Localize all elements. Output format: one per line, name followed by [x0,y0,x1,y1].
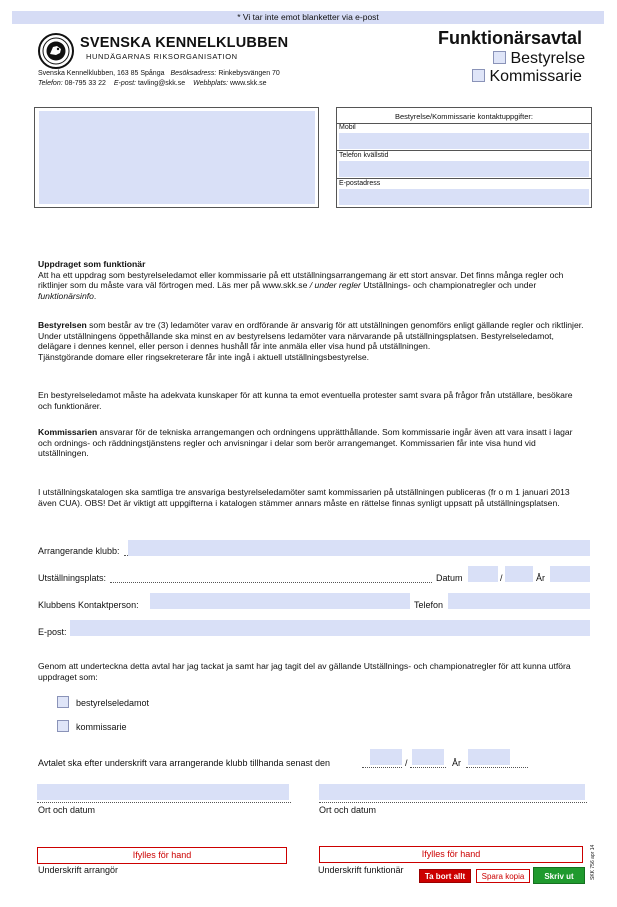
bestyrelse-checkbox[interactable] [493,51,506,64]
official-signature-box[interactable] [319,846,583,863]
commissioner-checkbox[interactable] [57,720,69,732]
venue-label: Utställningsplats: [38,573,107,583]
bestyrelse-label: Bestyrelse [510,50,586,67]
board-member-checkbox[interactable] [57,696,69,708]
deadline-dots-2 [410,767,446,768]
year-field[interactable] [550,566,590,582]
organizer-signature-label: Underskrift arrangör [38,865,119,875]
board-note: Tjänstgörande domare eller ringsekreterare får inte ingå i aktuell utställningsbestyrelse. [38,351,370,362]
contact-email-field[interactable] [339,189,589,205]
assignment-text: Att ha ett uppdrag som bestyrelseledamot eller kommissarie på ett utställningsarrangemang är ett stort ansvar. Det finns många regler och riktlinjer som du måste vara väl förtrogen med. Läs mer på www.skk.se [38,269,564,291]
date-month-field[interactable] [505,566,533,582]
phone-field[interactable] [448,593,590,609]
agreement-text: Genom att underteckna detta avtal har jag tackat ja samt har jag tagit del av gällande Utställnings- och championatregler för att kunna utföra uppdraget som: [38,661,571,682]
phone-value: 08-795 33 22 [64,80,106,87]
evening-phone-label: Telefon kvällstid [339,152,389,159]
org-subtitle: HUNDÄGARNAS RIKSORGANISATION [86,52,238,61]
paragraph-assignment [38,259,586,301]
top-banner [12,11,604,24]
commissioner-label: kommissarie [76,722,127,732]
organizer-place-date-label: Ort och datum [38,805,96,815]
official-place-date-line [319,802,587,803]
address-field[interactable] [39,111,315,204]
official-place-date-field[interactable] [319,784,585,800]
deadline-year-label: År [452,758,461,768]
kommissarie-label: Kommissarie [489,68,582,85]
assignment-text-b: / under regler [307,280,361,291]
phone-label: Telefon: [38,80,63,87]
web-label: Webbplats: [193,80,228,87]
deadline-label: Avtalet ska efter underskrift vara arrangerande klubb tillhanda senast den [38,758,331,768]
visit-label: Besöksadress: [170,70,217,77]
kommissarie-checkbox[interactable] [472,69,485,82]
evening-phone-field[interactable] [339,161,589,177]
organizer-hand-fill-text: Ifylles för hand [132,850,192,860]
type-option-bestyrelse[interactable] [493,50,585,68]
board-text: som består av tre (3) ledamöter varav en ordförande är ansvarig för att utställningen genomförs enligt gällande regler och riktlinjer. Under utställningens öppethållande ska minst en av bestyrelsens ledamöter vara närvarande på utställningsplatsen. Bestyrelseledamot, delägare i dennes kennel, eller person i dennes hushåll får inte anmäla eller visa hund på utställningen. [38,320,584,352]
email-field-label: E-post: [38,627,67,637]
venue-field[interactable] [114,567,432,583]
organizer-place-date-line [37,802,291,803]
commissioner-text: ansvarar för de tekniska arrangemangen och ordningens upprätthållande. Som kommissarie ingår även att vara insatt i lagar och ordnings- och räddningstjänstens regler och anvisningar i delar som berör arrangemanget. Kommissarien får inte visa hund vid utställningen. [38,427,573,459]
divider [336,178,592,179]
paragraph-commissioner [38,427,586,459]
deadline-month-field[interactable] [412,749,444,765]
paragraph-knowledge: En bestyrelseledamot måste ha adekvata kunskaper för att kunna ta emot eventuella protester samt svara på frågor från utställare, besökare och funktionärer. [38,390,573,411]
web-value: www.skk.se [229,80,267,87]
print-button[interactable]: Skriv ut [533,867,585,884]
paragraph-catalogue: I utställningskatalogen ska samtliga tre ansvariga bestyrelseledamöter samt kommissarien på utställningen publiceras (fr o m 1 januari 2013 även CUA). OBS! Det är viktigt att uppgifterna i katalogen stämmer annars måste en rättelse finnas synligt uppsatt på utställningsplatsen. [38,487,570,508]
org-email-label: E-post: [113,80,137,87]
date-day-field[interactable] [468,566,498,582]
paragraph-board [38,320,586,362]
assignment-text-d: funktionärsinfo [38,290,94,301]
year-label: År [536,573,545,583]
deadline-day-field[interactable] [370,749,402,765]
save-copy-button[interactable]: Spara kopia [476,869,530,883]
skk-logo [38,33,74,69]
org-address: Svenska Kennelklubben, 163 85 Spånga [38,70,165,77]
deadline-year-field[interactable] [468,749,510,765]
official-place-date-label: Ort och datum [319,805,377,815]
contact-email-label: E-postadress [339,180,381,187]
official-hand-fill-text: Ifylles för hand [421,849,481,859]
club-label: Arrangerande klubb: [38,546,120,556]
divider [336,123,592,124]
club-field[interactable] [128,540,590,556]
email-field[interactable] [70,620,590,636]
date-label: Datum [436,573,463,583]
phone-field-label: Telefon [414,600,444,610]
board-member-label: bestyrelseledamot [76,698,150,708]
assignment-text-e: . [93,290,97,301]
org-name: SVENSKA KENNELKLUBBEN [80,35,289,51]
commissioner-lead: Kommissarien [38,427,98,437]
deadline-dots-3 [466,767,528,768]
org-contact-line [38,80,267,87]
official-signature-label: Underskrift funktionär [318,865,404,875]
visit-value: Rinkebysvängen 70 [218,70,280,77]
org-address-line [38,70,280,77]
assignment-text-c: Utställnings- och championatregler och under [360,280,537,291]
deadline-sep: / [405,758,408,768]
deadline-dots-1 [362,767,402,768]
board-lead: Bestyrelsen [38,320,87,330]
org-email-value: tavling@skk.se [137,80,186,87]
mobile-field[interactable] [339,133,589,149]
assignment-heading: Uppdraget som funktionär [38,259,146,269]
organizer-signature-box[interactable] [37,847,287,864]
form-title: Funktionärsavtal [438,28,583,48]
divider [336,150,592,151]
contact-header: Bestyrelse/Kommissarie kontaktuppgifter: [395,112,533,121]
type-option-kommissarie[interactable] [472,68,582,86]
form-code: SKK 756 apr 14 [590,844,596,880]
organizer-place-date-field[interactable] [37,784,289,800]
contact-person-label: Klubbens Kontaktperson: [38,600,139,610]
banner-text: * Vi tar inte emot blanketter via e-post [237,12,379,22]
contact-person-field[interactable] [150,593,410,609]
clear-all-button[interactable]: Ta bort allt [419,869,471,883]
mobile-label: Mobil [339,124,356,131]
date-separator: / [500,573,503,583]
